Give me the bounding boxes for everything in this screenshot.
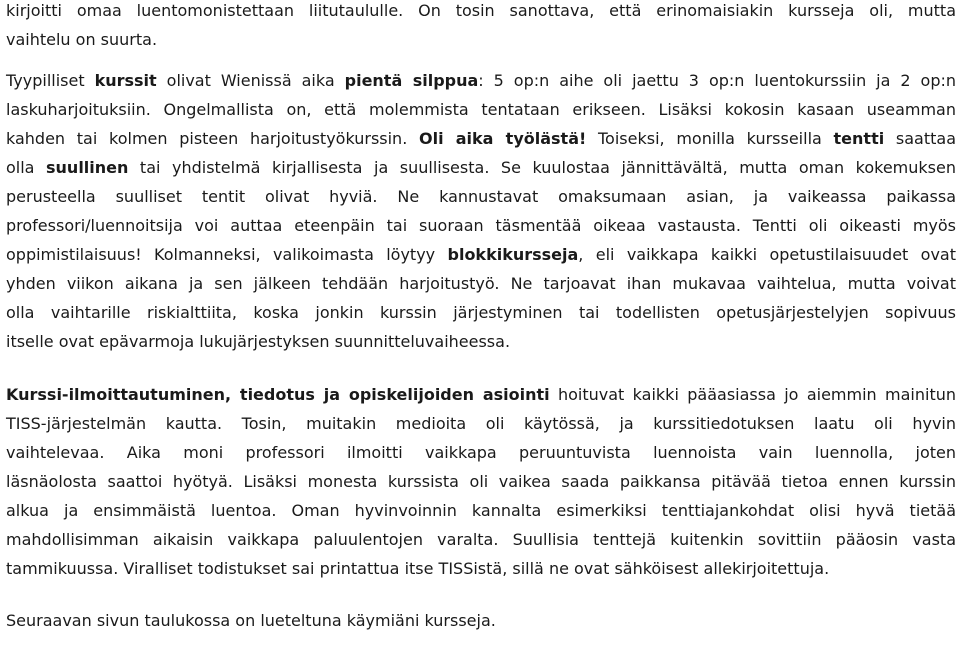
bold-text: suullinen [46, 158, 129, 177]
text-run: itselle ovat epävarmoja lukujärjestyksen suunnitteluvaiheessa. [6, 332, 511, 351]
text-line [6, 302, 956, 324]
text-line [6, 331, 956, 353]
text-run: tammikuussa. Viralliset todistukset sai printattua itse TISSistä, sillä ne ovat sähköisest allekirjoitettuja. [6, 559, 830, 578]
bold-text: kurssit [94, 71, 157, 90]
text-run: perusteella suulliset tentit olivat hyviä. Ne kannustavat omaksumaan asian, ja vaikeassa paikassa [6, 187, 956, 206]
text-run: , eli vaikkapa kaikki opetustilaisuudet ovat [578, 245, 956, 264]
text-run: : 5 op:n aihe oli jaettu 3 op:n luentokurssiin ja 2 op:n [478, 71, 957, 90]
text-line [6, 0, 956, 22]
bold-text: blokkikursseja [447, 245, 579, 264]
text-run: läsnäolosta saattoi hyötyä. Lisäksi monesta kurssista oli vaikea saada paikkansa pitävää tietoa ennen kurssin [6, 472, 956, 491]
text-run: kahden tai kolmen pisteen harjoitustyökurssin. [6, 129, 419, 148]
text-line [6, 128, 956, 150]
text-line [6, 244, 956, 266]
text-run: vaihtelu on suurta. [6, 30, 158, 49]
text-line [6, 99, 956, 121]
text-run: professori/luennoitsija voi auttaa eteenpäin tai suoraan täsmentää oikeaa vastausta. Tentti oli oikeasti myös [6, 216, 956, 235]
text-line [6, 413, 956, 435]
text-line [6, 384, 956, 406]
text-run: vaihtelevaa. Aika moni professori ilmoitti vaikkapa peruuntuvista luennoista vain luennolla, joten [6, 443, 956, 462]
text-line [6, 529, 956, 551]
bold-text: pientä silppua [344, 71, 479, 90]
text-line [6, 558, 956, 580]
text-line [6, 29, 956, 51]
text-line [6, 610, 956, 632]
text-line [6, 442, 956, 464]
text-run: saattaa [884, 129, 957, 148]
text-run: kirjoitti omaa luentomonistettaan liitutaululle. On tosin sanottava, että erinomaisiakin kursseja oli, mutta [6, 1, 956, 20]
text-line [6, 500, 956, 522]
text-run: laskuharjoituksiin. Ongelmallista on, että molemmista tentataan erikseen. Lisäksi kokosin kasaan useamman [6, 100, 956, 119]
text-line [6, 70, 956, 92]
bold-text: tentti [833, 129, 885, 148]
text-run: TISS-järjestelmän kautta. Tosin, muitakin medioita oli käytössä, ja kurssitiedotuksen laatu oli hyvin [6, 414, 956, 433]
text-line [6, 186, 956, 208]
text-line [6, 157, 956, 179]
text-run: yhden viikon aikana ja sen jälkeen tehdään harjoitustyö. Ne tarjoavat ihan mukavaa vaihtelua, mutta voivat [6, 274, 956, 293]
text-line [6, 471, 956, 493]
bold-text: Oli aika työlästä! [419, 129, 587, 148]
text-run: olla vaihtarille riskialttiita, koska jonkin kurssin järjestyminen tai todellisten opetusjärjestelyjen sopivuus [6, 303, 956, 322]
text-run: Tyypilliset [6, 71, 95, 90]
text-run: oppimistilaisuus! Kolmanneksi, valikoimasta löytyy [6, 245, 448, 264]
text-run: alkua ja ensimmäistä luentoa. Oman hyvinvoinnin kannalta esimerkiksi tenttiajankohdat olisi hyvä tietää [6, 501, 956, 520]
text-run: Seuraavan sivun taulukossa on lueteltuna käymiäni kursseja. [6, 611, 496, 630]
text-run: olla [6, 158, 47, 177]
text-run: hoituvat kaikki pääasiassa jo aiemmin mainitun [549, 385, 956, 404]
text-run: Toiseksi, monilla kursseilla [586, 129, 834, 148]
text-run: mahdollisimman aikaisin vaikkapa paluulentojen varalta. Suullisia tenttejä kuitenkin sovittiin pääosin vasta [6, 530, 956, 549]
text-line [6, 273, 956, 295]
text-run: olivat Wienissä aika [156, 71, 345, 90]
text-run: tai yhdistelmä kirjallisesta ja suullisesta. Se kuulostaa jännittävältä, mutta oman kokemuksen [128, 158, 956, 177]
bold-text: Kurssi-ilmoittautuminen, tiedotus ja opiskelijoiden asiointi [6, 385, 550, 404]
text-line [6, 215, 956, 237]
